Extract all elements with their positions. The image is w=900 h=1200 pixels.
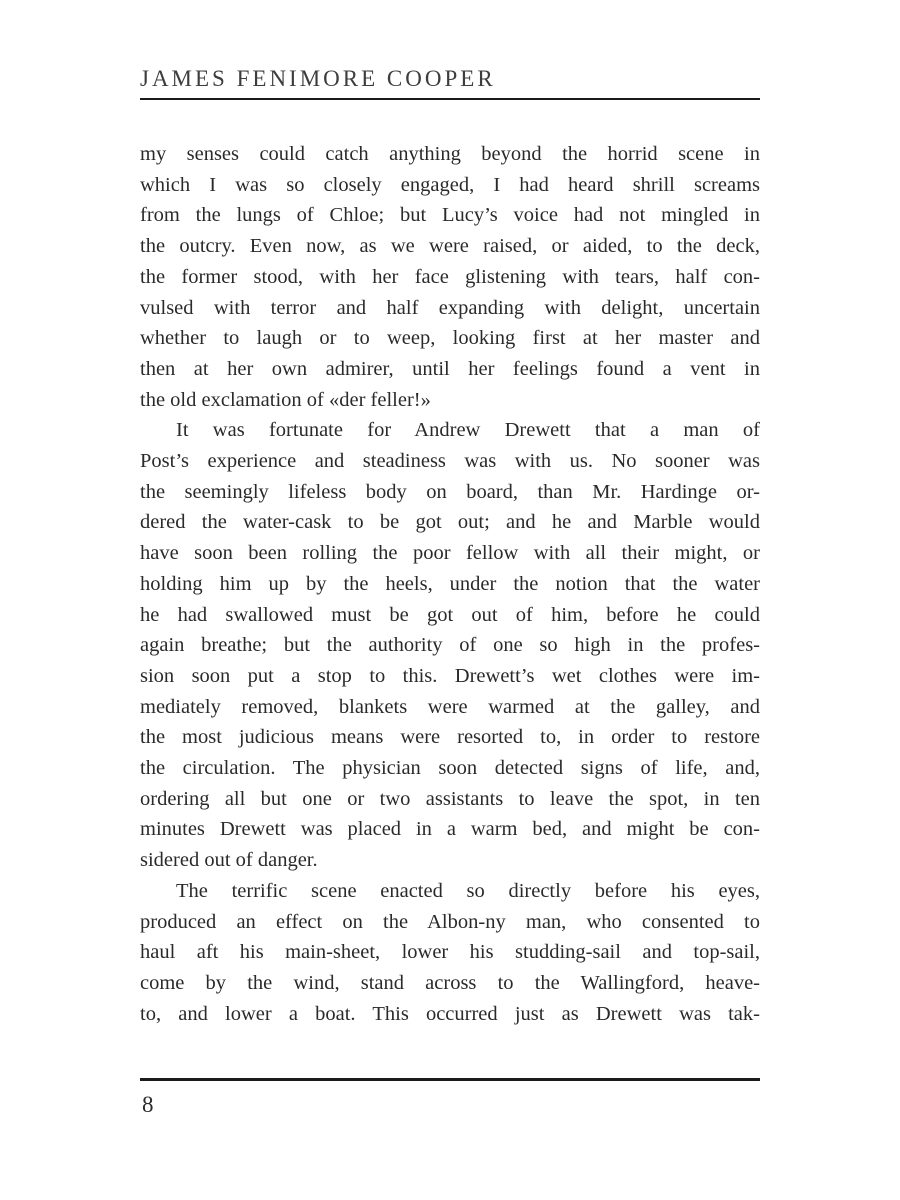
text-line: have soon been rolling the poor fellow with all their might, or <box>140 542 760 565</box>
text-line: ordering all but one or two assistants to leave the spot, in ten <box>140 787 760 810</box>
text-line: produced an effect on the Albon-ny man, who consented to <box>140 910 760 933</box>
text-line: which I was so closely engaged, I had heard shrill screams <box>140 173 760 196</box>
text-line: the most judicious means were resorted to, in order to restore <box>140 726 760 749</box>
text-line: my senses could catch anything beyond the horrid scene in <box>140 143 760 165</box>
body-text <box>140 139 760 1029</box>
paragraph <box>140 139 760 415</box>
text-line: minutes Drewett was placed in a warm bed, and might be con- <box>140 818 760 841</box>
text-line: mediately removed, blankets were warmed at the galley, and <box>140 695 760 718</box>
paragraph <box>140 415 760 876</box>
text-line: he had swallowed must be got out of him, before he could <box>140 603 760 626</box>
text-line: Post’s experience and steadiness was with us. No sooner was <box>140 450 760 473</box>
page-number: 8 <box>142 1092 154 1117</box>
text-line: It was fortunate for Andrew Drewett that a man of <box>176 419 760 442</box>
footer-rule <box>140 1078 760 1081</box>
text-line: to, and lower a boat. This occurred just as Drewett was tak- <box>140 1002 760 1025</box>
page-content <box>140 0 760 1200</box>
text-line: sion soon put a stop to this. Drewett’s wet clothes were im- <box>140 664 760 687</box>
text-line: then at her own admirer, until her feelings found a vent in <box>140 357 760 380</box>
text-line: from the lungs of Chloe; but Lucy’s voice had not mingled in <box>140 204 760 227</box>
running-head: JAMES FENIMORE COOPER <box>140 66 496 91</box>
text-line: sidered out of danger. <box>140 849 318 872</box>
text-line: haul aft his main-sheet, lower his studding-sail and top-sail, <box>140 941 760 964</box>
text-line: whether to laugh or to weep, looking first at her master and <box>140 327 760 350</box>
text-line: again breathe; but the authority of one so high in the profes- <box>140 634 760 657</box>
text-line: the outcry. Even now, as we were raised, or aided, to the deck, <box>140 235 760 258</box>
header-rule <box>140 98 760 100</box>
text-line: The terrific scene enacted so directly before his eyes, <box>176 879 760 902</box>
text-line: the seemingly lifeless body on board, than Mr. Hardinge or- <box>140 480 760 503</box>
text-line: the old exclamation of «der feller!» <box>140 388 431 411</box>
text-line: the circulation. The physician soon detected signs of life, and, <box>140 757 760 780</box>
text-line: come by the wind, stand across to the Wallingford, heave- <box>140 971 760 994</box>
text-line: dered the water-cask to be got out; and he and Marble would <box>140 511 760 534</box>
paragraph <box>140 876 760 1030</box>
text-line: holding him up by the heels, under the notion that the water <box>140 572 760 595</box>
text-line: the former stood, with her face glistening with tears, half con- <box>140 265 760 288</box>
text-line: vulsed with terror and half expanding with delight, uncertain <box>140 296 760 319</box>
